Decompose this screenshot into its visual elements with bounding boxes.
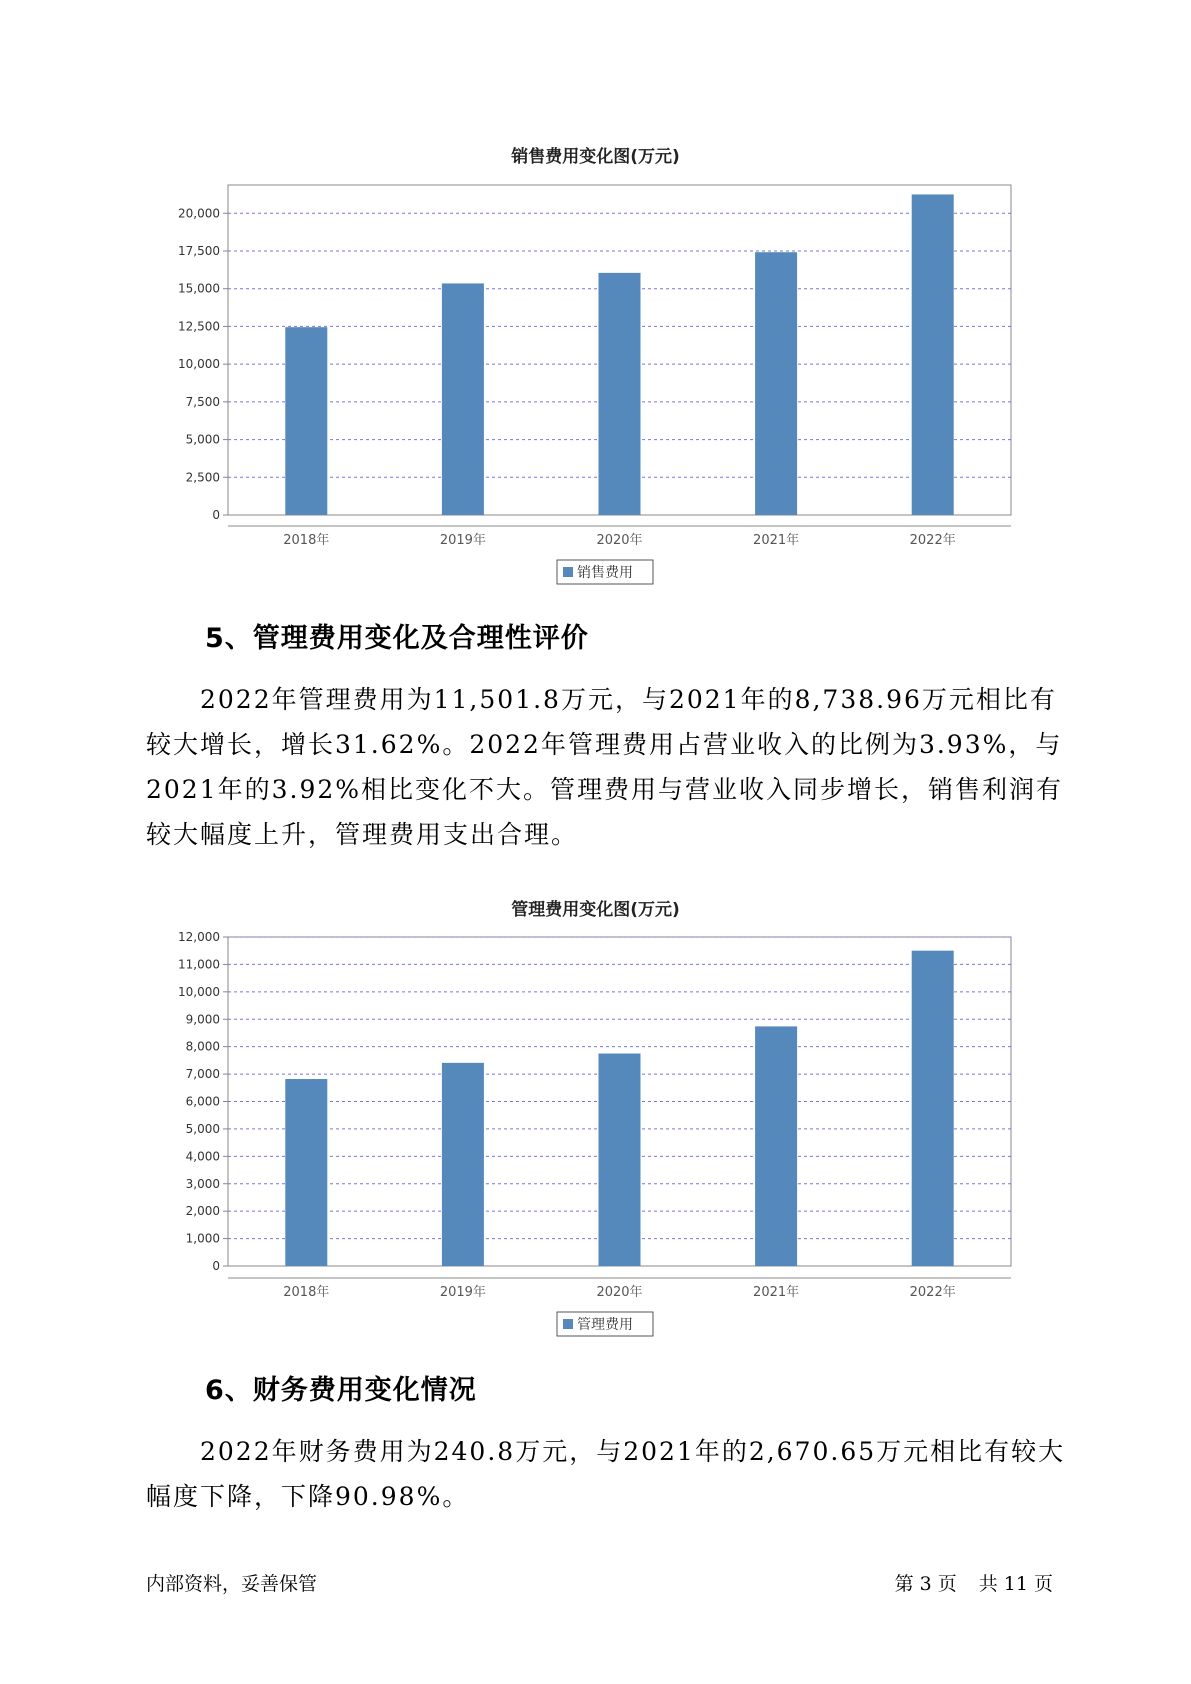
footer-total-num: 11 [1003, 1573, 1028, 1595]
legend-swatch [563, 1319, 573, 1329]
bar-2020年 [599, 1054, 641, 1266]
y-tick-label: 0 [212, 1259, 220, 1273]
legend-label: 销售费用 [577, 565, 633, 581]
bar-2021年 [755, 1026, 797, 1266]
x-tick-label: 2019年 [439, 1285, 486, 1300]
x-tick-label: 2022年 [909, 1285, 956, 1300]
y-tick-label: 1,000 [185, 1231, 220, 1246]
y-tick-label: 0 [212, 508, 220, 522]
footer-page-number [889, 1569, 1053, 1596]
footer-total-prefix: 共 [978, 1573, 998, 1595]
x-tick-label: 2018年 [283, 533, 330, 548]
x-tick-label: 2021年 [753, 1285, 800, 1300]
y-tick-label: 2,000 [185, 1204, 220, 1219]
y-tick-label: 12,000 [178, 930, 220, 944]
x-tick-label: 2022年 [909, 533, 956, 548]
footer-total-suffix: 页 [1033, 1573, 1053, 1595]
y-tick-label: 15,000 [178, 281, 220, 296]
chart-title-sales: 销售费用变化图(万元) [511, 147, 680, 167]
section5-paragraph: 2022年管理费用为11,501.8万元，与2021年的8,738.96万元相比有较大增长，增长31.62%。2022年管理费用占营业收入的比例为3.93%，与2021年的3.92%相比变化不大。管理费用与营业收入同步增长，销售利润有较大幅度上升，管理费用支出合理。 [146, 685, 1064, 849]
footer-page-num: 3 [919, 1573, 932, 1595]
x-tick-label: 2019年 [439, 533, 486, 548]
x-tick-label: 2020年 [596, 533, 643, 548]
chart-title-admin: 管理费用变化图(万元) [511, 900, 680, 920]
y-tick-label: 8,000 [185, 1039, 220, 1054]
x-tick-label: 2021年 [753, 533, 800, 548]
bar-2019年 [442, 1063, 484, 1266]
section5-heading: 5、管理费用变化及合理性评价 [205, 623, 589, 654]
y-tick-label: 6,000 [185, 1094, 220, 1109]
y-tick-label: 3,000 [185, 1176, 220, 1191]
bar-2022年 [912, 951, 954, 1266]
section6-heading: 6、财务费用变化情况 [205, 1375, 477, 1406]
y-tick-label: 17,500 [178, 244, 220, 258]
footer-page-mid: 页 [937, 1573, 957, 1595]
legend-label: 管理费用 [577, 1317, 633, 1333]
y-tick-label: 20,000 [178, 206, 220, 221]
footer-confidential: 内部资料，妥善保管 [146, 1573, 318, 1595]
y-tick-label: 10,000 [178, 984, 220, 999]
y-tick-label: 11,000 [178, 957, 220, 972]
y-tick-label: 10,000 [178, 357, 220, 372]
x-tick-label: 2018年 [283, 1285, 330, 1300]
x-tick-label: 2020年 [596, 1285, 643, 1300]
section6-paragraph: 2022年财务费用为240.8万元，与2021年的2,670.65万元相比有较大幅度下降，下降90.98%。 [146, 1437, 1066, 1511]
footer-page-prefix: 第 [894, 1573, 914, 1595]
y-tick-label: 7,000 [185, 1067, 220, 1082]
y-tick-label: 4,000 [185, 1149, 220, 1164]
y-tick-label: 5,000 [185, 1121, 220, 1136]
y-tick-label: 5,000 [185, 432, 220, 447]
y-tick-label: 7,500 [185, 394, 220, 409]
y-tick-label: 2,500 [185, 470, 220, 485]
y-tick-label: 12,500 [178, 319, 220, 334]
bar-2018年 [285, 1079, 327, 1266]
y-tick-label: 9,000 [185, 1012, 220, 1027]
